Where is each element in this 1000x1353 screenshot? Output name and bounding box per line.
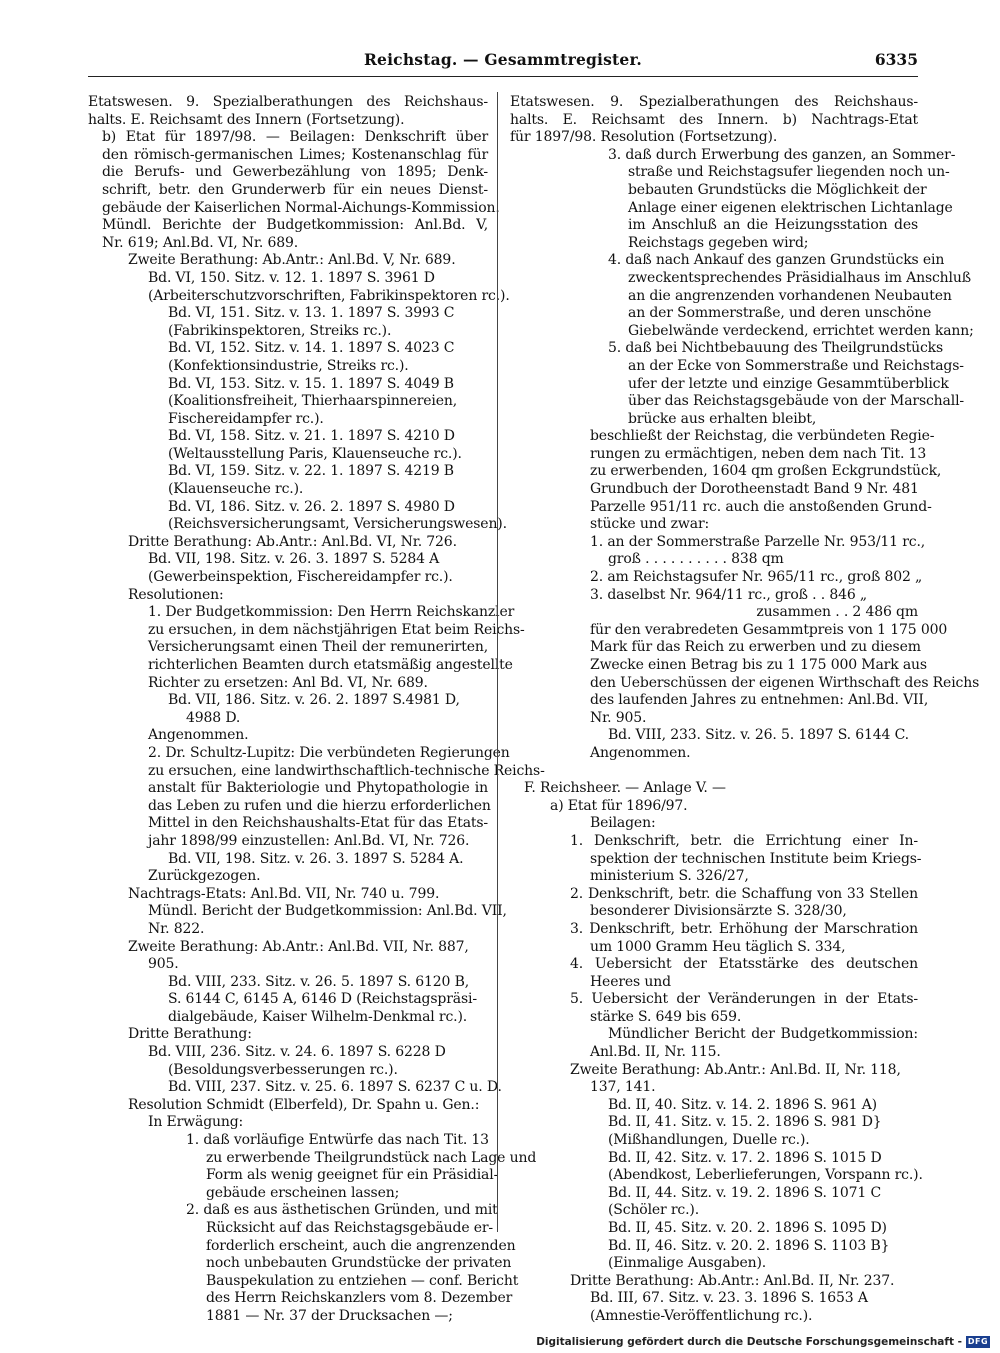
- text-line: 3. daß durch Erwerbung des ganzen, an Sommer-: [608, 146, 956, 163]
- text-line: Zwecke einen Betrag bis zu 1 175 000 Mark aus: [590, 657, 927, 673]
- text-line: zusammen . . 2 486 qm: [756, 604, 918, 621]
- text-line: Bd. II, 44. Sitz. v. 19. 2. 1896 S. 1071 C: [608, 1184, 882, 1201]
- text-line: Zurückgezogen.: [148, 868, 261, 885]
- text-line: schrift, betr. den Grunderwerb für ein neues Dienst-: [102, 181, 488, 198]
- text-line: des Herrn Reichskanzlers vom 8. Dezember: [206, 1290, 513, 1307]
- text-line: 3. Denkschrift, betr. Erhöhung der Marschration: [570, 920, 918, 937]
- text-line: Nr. 619; Anl.Bd. VI, Nr. 689.: [102, 234, 299, 251]
- text-line: Bd. VII, 198. Sitz. v. 26. 3. 1897 S. 5284 A.: [168, 850, 464, 867]
- right-column: [510, 94, 980, 1326]
- text-line: gebäude der Kaiserlichen Normal-Aichungs-Kommission.: [102, 199, 500, 216]
- text-line: Resolution Schmidt (Elberfeld), Dr. Spahn u. Gen.:: [128, 1096, 480, 1113]
- column-divider: [497, 92, 498, 1232]
- text-line: (Mißhandlungen, Duelle rc.).: [608, 1132, 810, 1149]
- text-line: (Konfektionsindustrie, Streiks rc.).: [168, 357, 409, 374]
- text-line: (Reichsversicherungsamt, Versicherungswesen).: [168, 516, 507, 533]
- text-line: Bd. III, 67. Sitz. v. 23. 3. 1896 S. 1653 A: [590, 1290, 868, 1307]
- text-line: Form als wenig geeignet für ein Präsidial-: [206, 1167, 499, 1184]
- text-line: 2. am Reichstagsufer Nr. 965/11 rc., groß 802 „: [590, 569, 923, 586]
- text-line: Reichstags gegeben wird;: [628, 234, 809, 251]
- text-line: (Koalitionsfreiheit, Thierhaarspinnereien,: [168, 393, 458, 410]
- text-line: Zweite Berathung: Ab.Antr.: Anl.Bd. VII, Nr. 887,: [128, 938, 469, 955]
- text-line: zu erwerbenden, 1604 qm großen Eckgrundstück,: [590, 463, 942, 480]
- text-line: 137, 141.: [590, 1079, 656, 1096]
- text-line: Dritte Berathung: Ab.Antr.: Anl.Bd. II, Nr. 237.: [570, 1272, 895, 1289]
- text-line: Anlage einer eigenen elektrischen Lichtanlage: [628, 199, 953, 216]
- text-line: den Ueberschüssen der eigenen Wirthschaft des Reichs: [590, 674, 980, 691]
- text-line: Zweite Berathung: Ab.Antr.: Anl.Bd. V, Nr. 689.: [128, 252, 456, 269]
- text-line: das Leben zu rufen und die hierzu erforderlichen: [148, 797, 491, 814]
- text-line: 1. Der Budgetkommission: Den Herrn Reichskanzler: [148, 604, 515, 621]
- text-line: Grundbuch der Dorotheenstadt Band 9 Nr. 481: [590, 481, 919, 498]
- text-line: dialgebäude, Kaiser Wilhelm-Denkmal rc.).: [168, 1008, 468, 1025]
- text-line: Bd. II, 46. Sitz. v. 20. 2. 1896 S. 1103 B}: [608, 1237, 890, 1254]
- text-line: Nr. 905.: [590, 709, 647, 726]
- text-line: Dritte Berathung:: [128, 1026, 252, 1043]
- text-line: bebauten Grundstücks die Möglichkeit der: [628, 181, 927, 198]
- text-line: F. Reichsheer. — Anlage V. —: [524, 780, 726, 797]
- text-line: 2. Denkschrift, betr. die Schaffung von 33 Stellen: [570, 885, 918, 902]
- text-line: forderlich erscheint, auch die angrenzenden: [206, 1237, 516, 1254]
- text-line: Mündl. Bericht der Budgetkommission: Anl.Bd. VII,: [148, 903, 507, 920]
- text-line: Bd. VII, 198. Sitz. v. 26. 3. 1897 S. 5284 A: [148, 551, 440, 568]
- text-line: 5. daß bei Nichtbebauung des Theilgrundstücks: [608, 340, 944, 357]
- text-line: 4. Uebersicht der Etatsstärke des deutschen: [570, 956, 918, 973]
- text-line: 1. Denkschrift, betr. die Errichtung einer In-: [570, 832, 918, 849]
- text-line: [510, 763, 918, 781]
- text-line: (Besoldungsverbesserungen rc.).: [168, 1061, 398, 1078]
- left-column: [88, 94, 545, 1326]
- text-line: spektion der technischen Institute beim Kriegs-: [590, 850, 922, 867]
- text-line: zweckentsprechendes Präsidialhaus im Anschluß: [628, 269, 971, 286]
- text-line: Bd. VI, 150. Sitz. v. 12. 1. 1897 S. 3961 D: [148, 269, 435, 286]
- text-line: (Gewerbeinspektion, Fischereidampfer rc.).: [148, 569, 453, 586]
- text-line: a) Etat für 1896/97.: [550, 797, 688, 814]
- text-line: Mark für das Reich zu erwerben und zu diesem: [590, 639, 921, 656]
- text-line: (Amnestie-Veröffentlichung rc.).: [590, 1307, 813, 1324]
- text-line: für 1897/98. Resolution (Fortsetzung).: [510, 129, 778, 146]
- text-line: Bd. II, 42. Sitz. v. 17. 2. 1896 S. 1015 D: [608, 1149, 882, 1166]
- text-line: Bd. II, 40. Sitz. v. 14. 2. 1896 S. 961 A): [608, 1096, 877, 1113]
- text-line: 2. Dr. Schultz-Lupitz: Die verbündeten Regierungen: [148, 744, 510, 761]
- text-line: (Fabrikinspektoren, Streiks rc.).: [168, 322, 392, 339]
- text-line: 5. Uebersicht der Veränderungen in der Etats-: [570, 991, 918, 1008]
- text-line: zu ersuchen, in dem nächstjährigen Etat beim Reichs-: [148, 621, 525, 638]
- text-line: S. 6144 C, 6145 A, 6146 D (Reichstagspräsi-: [168, 991, 477, 1008]
- text-line: Beilagen:: [590, 815, 656, 832]
- text-line: Versicherungsamt einen Theil der remunerirten,: [148, 639, 488, 656]
- text-line: Bd. VI, 158. Sitz. v. 21. 1. 1897 S. 4210 D: [168, 428, 455, 445]
- text-line: Resolutionen:: [128, 586, 224, 603]
- text-line: Bd. VIII, 237. Sitz. v. 25. 6. 1897 S. 6237 C u. D.: [168, 1079, 502, 1096]
- text-line: besonderer Divisionsärzte S. 328/30,: [590, 903, 847, 920]
- text-line: halts. E. Reichsamt des Innern (Fortsetzung).: [88, 111, 405, 128]
- text-line: Nachtrags-Etats: Anl.Bd. VII, Nr. 740 u. 799.: [128, 885, 440, 902]
- text-line: Bauspekulation zu entziehen — conf. Bericht: [206, 1272, 519, 1289]
- text-line: In Erwägung:: [148, 1114, 244, 1131]
- text-line: Bd. VIII, 233. Sitz. v. 26. 5. 1897 S. 6144 C.: [608, 727, 909, 744]
- text-line: 3. daselbst Nr. 964/11 rc., groß . . 846 „: [590, 586, 867, 603]
- text-line: Bd. II, 45. Sitz. v. 20. 2. 1896 S. 1095 D): [608, 1220, 887, 1236]
- text-line: stärke S. 649 bis 659.: [590, 1008, 742, 1025]
- text-line: Bd. VII, 186. Sitz. v. 26. 2. 1897 S.4981 D,: [168, 692, 460, 709]
- text-line: an die angrenzenden vorhandenen Neubauten: [628, 287, 952, 304]
- text-line: Angenommen.: [148, 727, 249, 744]
- text-line: 905.: [148, 956, 179, 973]
- text-line: Bd. VIII, 233. Sitz. v. 26. 5. 1897 S. 6120 B,: [168, 973, 470, 990]
- text-line: ministerium S. 326/27,: [590, 868, 749, 885]
- text-line: 1. daß vorläufige Entwürfe das nach Tit. 13: [186, 1132, 489, 1149]
- text-line: Etatswesen. 9. Spezialberathungen des Reichshaus-: [510, 94, 918, 110]
- text-line: 1. an der Sommerstraße Parzelle Nr. 953/11 rc.,: [590, 533, 926, 550]
- text-line: Bd. VI, 151. Sitz. v. 13. 1. 1897 S. 3993 C: [168, 305, 455, 322]
- text-line: 4. daß nach Ankauf des ganzen Grundstücks ein: [608, 252, 945, 269]
- text-line: b) Etat für 1897/98. — Beilagen: Denkschrift über: [102, 129, 488, 146]
- text-line: Bd. VI, 152. Sitz. v. 14. 1. 1897 S. 4023 C: [168, 340, 455, 357]
- text-line: um 1000 Gramm Heu täglich S. 334,: [590, 938, 846, 955]
- text-line: Dritte Berathung: Ab.Antr.: Anl.Bd. VI, Nr. 726.: [128, 533, 457, 550]
- text-line: Angenommen.: [590, 744, 691, 761]
- text-line: Bd. VI, 159. Sitz. v. 22. 1. 1897 S. 4219 B: [168, 463, 454, 480]
- text-line: jahr 1898/99 einzustellen: Anl.Bd. VI, Nr. 726.: [148, 832, 470, 849]
- text-line: straße und Reichstagsufer liegenden noch un-: [628, 164, 950, 181]
- text-line: zu erwerbende Theilgrundstück nach Lage und: [206, 1149, 537, 1166]
- text-line: Nr. 822.: [148, 920, 205, 937]
- text-line: richterlichen Beamten durch etatsmäßig angestellte: [148, 657, 513, 673]
- text-line: 1881 — Nr. 37 der Drucksachen —;: [206, 1307, 453, 1324]
- text-line: die Berufs- und Gewerbezählung von 1895; Denk-: [102, 164, 488, 181]
- text-line: anstalt für Bakteriologie und Phytopathologie in: [148, 780, 488, 797]
- text-line: für den verabredeten Gesammtpreis von 1 175 000: [590, 621, 948, 638]
- footer-credit: [536, 1336, 990, 1348]
- text-line: (Abendkost, Leberlieferungen, Vorspann rc.).: [608, 1167, 923, 1184]
- text-line: Bd. II, 41. Sitz. v. 15. 2. 1896 S. 981 D}: [608, 1114, 882, 1131]
- text-line: Mündlicher Bericht der Budgetkommission:: [608, 1026, 918, 1043]
- text-line: noch unbebauten Grundstücke der privaten: [206, 1255, 512, 1272]
- text-line: Rücksicht auf das Reichstagsgebäude er-: [206, 1220, 494, 1236]
- text-line: an der Sommerstraße, und deren unschöne: [628, 305, 932, 322]
- page-number: 6335: [874, 50, 918, 69]
- text-line: 2. daß es aus ästhetischen Gründen, und mit: [186, 1202, 498, 1219]
- text-line: (Klauenseuche rc.).: [168, 481, 304, 498]
- text-line: den römisch-germanischen Limes; Kostenanschlag für: [102, 146, 488, 163]
- text-line: Richter zu ersetzen: Anl Bd. VI, Nr. 689.: [148, 674, 428, 691]
- text-line: ufer der letzte und einzige Gesammtüberblick: [628, 375, 949, 392]
- text-line: beschließt der Reichstag, die verbündeten Regie-: [590, 428, 935, 445]
- text-line: brücke aus erhalten bleibt,: [628, 410, 817, 427]
- text-line: Fischereidampfer rc.).: [168, 410, 324, 427]
- text-line: groß . . . . . . . . . . 838 qm: [608, 551, 784, 568]
- text-line: Giebelwände verdeckend, errichtet werden kann;: [628, 322, 974, 339]
- text-line: stücke und zwar:: [590, 516, 710, 533]
- text-line: (Arbeiterschutzvorschriften, Fabrikinspektoren rc.).: [148, 287, 510, 304]
- text-line: (Schöler rc.).: [608, 1202, 700, 1219]
- page-title: Reichstag. — Gesammtregister.: [363, 50, 643, 69]
- text-line: Bd. VI, 153. Sitz. v. 15. 1. 1897 S. 4049 B: [168, 375, 454, 392]
- text-line: an der Ecke von Sommerstraße und Reichstags-: [628, 357, 964, 374]
- text-line: Zweite Berathung: Ab.Antr.: Anl.Bd. II, Nr. 118,: [570, 1061, 901, 1078]
- text-line: Etatswesen. 9. Spezialberathungen des Reichshaus-: [88, 94, 488, 110]
- text-line: Anl.Bd. II, Nr. 115.: [590, 1044, 721, 1061]
- text-line: Mündl. Berichte der Budgetkommission: Anl.Bd. V,: [102, 217, 488, 234]
- text-line: des laufenden Jahres zu entnehmen: Anl.Bd. VII,: [590, 692, 929, 709]
- text-line: über das Reichstagsgebäude von der Marschall-: [628, 393, 964, 410]
- text-line: rungen zu ermächtigen, neben dem nach Tit. 13: [590, 445, 927, 462]
- text-line: (Weltausstellung Paris, Klauenseuche rc.).: [168, 445, 462, 462]
- text-line: halts. E. Reichsamt des Innern. b) Nachtrags-Etat: [510, 111, 918, 128]
- text-line: Mittel in den Reichshaushalts-Etat für das Etats-: [148, 815, 488, 832]
- text-line: Bd. VI, 186. Sitz. v. 26. 2. 1897 S. 4980 D: [168, 498, 455, 515]
- footer-text: Digitalisierung gefördert durch die Deutsche Forschungsgemeinschaft -: [536, 1336, 962, 1348]
- text-line: zu ersuchen, eine landwirthschaftlich-technische Reichs-: [148, 762, 545, 779]
- text-line: Heeres und: [590, 973, 671, 990]
- text-line: 4988 D.: [186, 709, 241, 726]
- text-line: Bd. VIII, 236. Sitz. v. 24. 6. 1897 S. 6228 D: [148, 1044, 446, 1061]
- text-line: Parzelle 951/11 rc. auch die anstoßenden Grund-: [590, 498, 932, 515]
- text-line: im Anschluß an die Heizungsstation des: [628, 217, 918, 234]
- text-line: gebäude erscheinen lassen;: [206, 1184, 400, 1201]
- dfg-logo: DFG: [967, 1337, 989, 1346]
- running-header: [88, 46, 918, 77]
- text-line: (Einmalige Ausgaben).: [608, 1255, 767, 1272]
